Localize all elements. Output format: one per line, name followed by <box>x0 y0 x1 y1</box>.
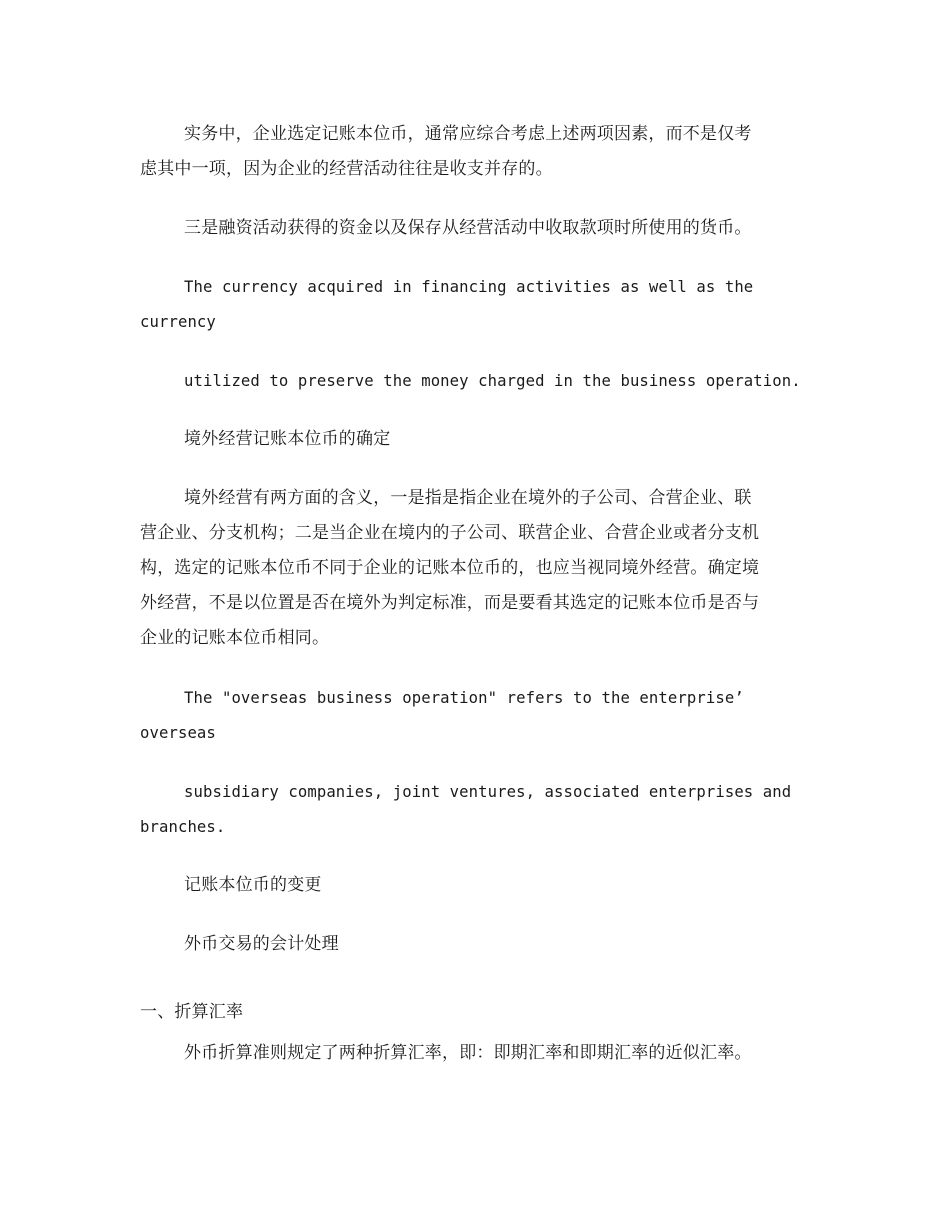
paragraph-line: currency <box>140 313 216 331</box>
paragraph-line: 营企业、分支机构；二是当企业在境内的子公司、联营企业、合营企业或者分支机 <box>140 523 760 543</box>
paragraph-line: 三是融资活动获得的资金以及保存从经营活动中收取款项时所使用的货币。 <box>184 218 752 238</box>
paragraph-line: 构，选定的记账本位币不同于企业的记账本位币的，也应当视同境外经营。确定境 <box>140 558 760 578</box>
paragraph-line: 实务中，企业选定记账本位币，通常应综合考虑上述两项因素，而不是仅考 <box>184 124 752 144</box>
paragraph-line: subsidiary companies, joint ventures, associated enterprises and <box>184 783 792 801</box>
paragraph-line: The currency acquired in financing activities as well as the <box>184 278 754 296</box>
section-heading: 外币交易的会计处理 <box>184 934 339 954</box>
paragraph-line: 外经营，不是以位置是否在境外为判定标准，而是要看其选定的记账本位币是否与 <box>140 593 760 613</box>
paragraph-line: branches. <box>140 818 226 836</box>
paragraph-line: The "overseas business operation" refers to the enterprise’ <box>184 689 744 707</box>
paragraph-line: 虑其中一项，因为企业的经营活动往往是收支并存的。 <box>140 159 553 179</box>
paragraph-line: utilized to preserve the money charged in the business operation. <box>184 372 801 390</box>
paragraph-line: 企业的记账本位币相同。 <box>140 628 330 648</box>
paragraph-line: overseas <box>140 724 216 742</box>
section-heading: 境外经营记账本位币的确定 <box>184 429 391 449</box>
paragraph-line: 外币折算准则规定了两种折算汇率，即：即期汇率和即期汇率的近似汇率。 <box>184 1043 752 1063</box>
section-heading: 记账本位币的变更 <box>184 875 322 895</box>
paragraph-line: 境外经营有两方面的含义，一是指是指企业在境外的子公司、合营企业、联 <box>184 488 752 508</box>
section-heading: 一、折算汇率 <box>140 1002 244 1022</box>
